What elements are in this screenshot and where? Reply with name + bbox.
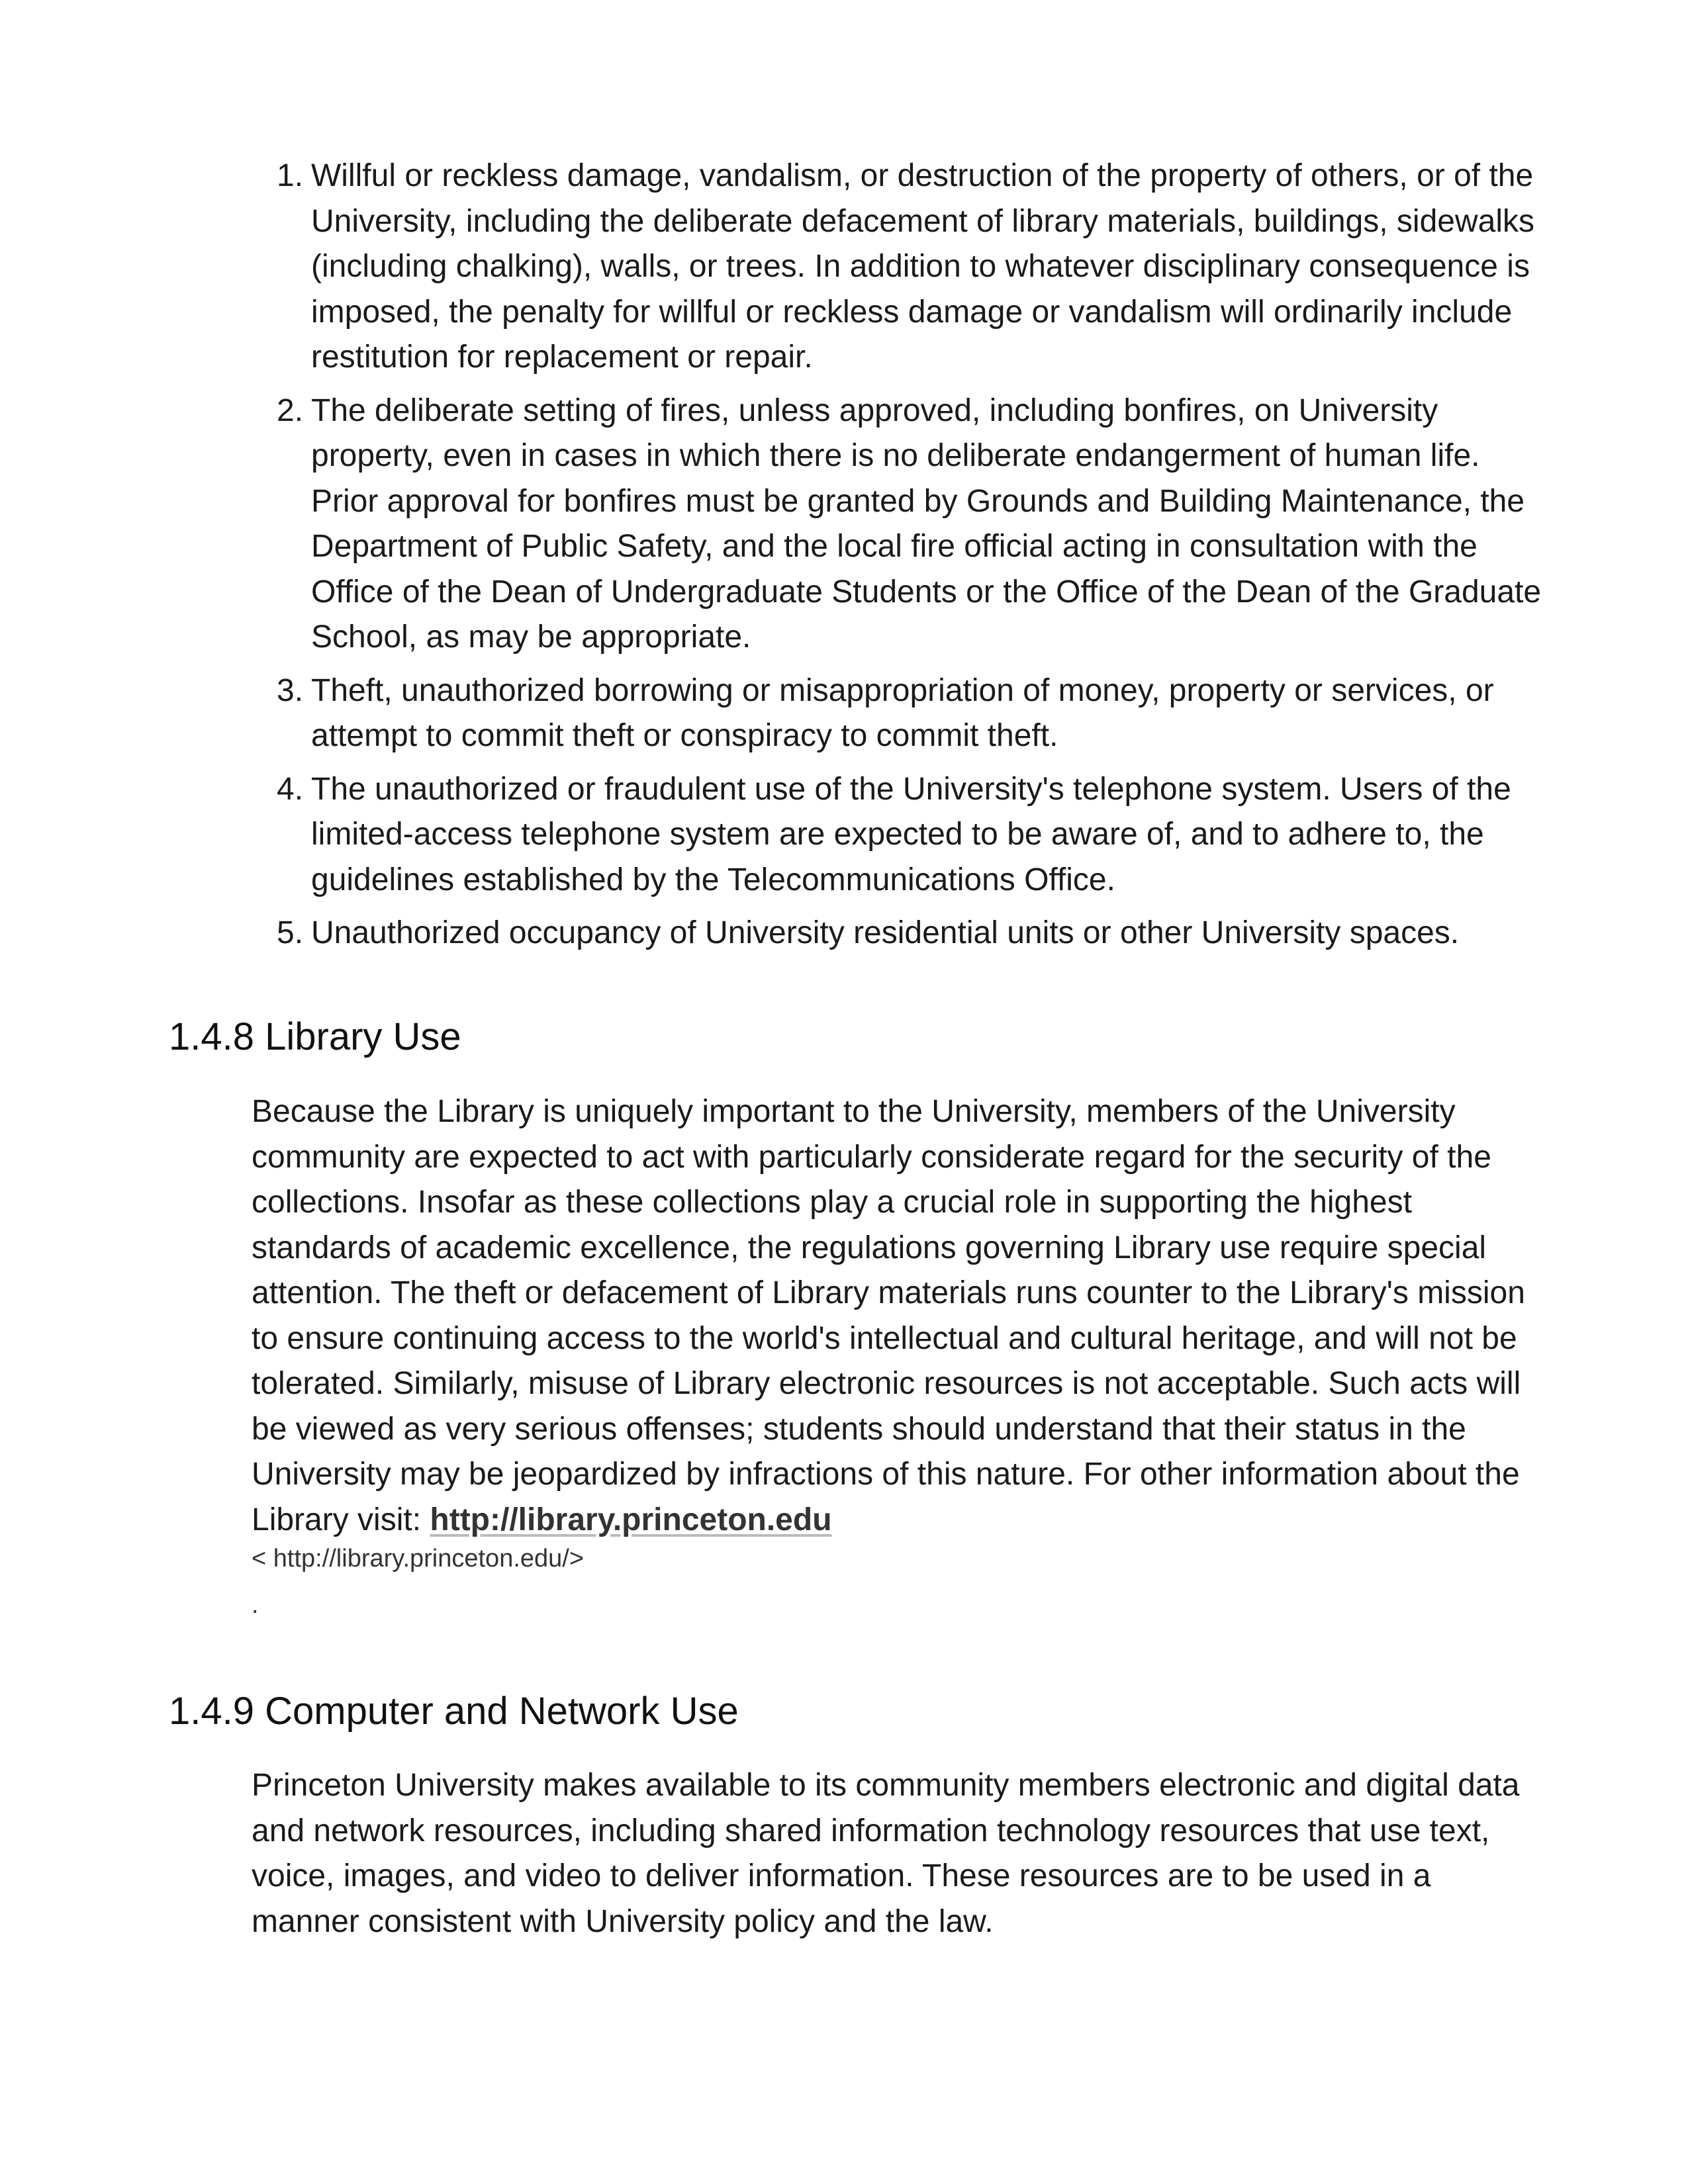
- list-item-number: 5.: [277, 915, 304, 950]
- library-use-body: Because the Library is uniquely important to the University, members of the University community are expected to act with particularly considerate regard for the security of the collections. Insofar as these collections play a crucial role in supporting the highest standards of academic excellence, the regulations governing Library use require special attention. The theft or defacement of Library materials runs counter to the Library's mission to ensure continuing access to the world's intellectual and cultural heritage, and will not be tolerated. Similarly, misuse of Library electronic resources is not acceptable. Such acts will be viewed as very serious offenses; students should understand that their status in the University may be jeopardized by infractions of this nature. For other information about the Library visit:: [252, 1094, 1525, 1537]
- list-item-text: The unauthorized or fraudulent use of the University's telephone system. Users of the limited-access telephone system are expected to be aware of, and to adhere to, the guidelines established by the Telecommunications Office.: [311, 771, 1511, 897]
- violations-list: [277, 154, 1542, 964]
- list-item-text: Willful or reckless damage, vandalism, or destruction of the property of others, or of the University, including the deliberate defacement of library materials, buildings, sidewalks (including chalking), walls, or trees. In addition to whatever disciplinary consequence is imposed, the penalty for willful or reckless damage or vandalism will ordinarily include restitution for replacement or repair.: [311, 158, 1534, 375]
- library-link[interactable]: http://library.princeton.edu: [430, 1502, 832, 1537]
- library-link-url: < http://library.princeton.edu/>: [252, 1545, 585, 1572]
- list-item-text: The deliberate setting of fires, unless approved, including bonfires, on University property, even in cases in which there is no deliberate endangerment of human life. Prior approval for bonfires must be granted by Grounds and Building Maintenance, the Department of Public Safety, and the local fire official acting in consultation with the Office of the Dean of Undergraduate Students or the Office of the Dean of the Graduate School, as may be appropriate.: [311, 392, 1542, 655]
- list-item-number: 4.: [277, 771, 304, 807]
- list-item-number: 1.: [277, 158, 304, 193]
- list-item-number: 3.: [277, 672, 304, 708]
- computer-network-use-heading: 1.4.9 Computer and Network Use: [169, 1690, 739, 1733]
- library-use-paragraph: [252, 1089, 1536, 1543]
- list-item-text: Unauthorized occupancy of University residential units or other University spaces.: [311, 915, 1460, 950]
- list-item: [277, 911, 1542, 956]
- list-item: [277, 154, 1542, 381]
- list-item: [277, 767, 1542, 903]
- trailing-period: .: [252, 1591, 259, 1619]
- list-item: [277, 388, 1542, 660]
- library-use-heading: 1.4.8 Library Use: [169, 1015, 461, 1058]
- list-item-number: 2.: [277, 392, 304, 428]
- list-item-text: Theft, unauthorized borrowing or misappropriation of money, property or services, or attempt to commit theft or conspiracy to commit theft.: [311, 672, 1494, 753]
- computer-network-use-paragraph: Princeton University makes available to its community members electronic and digital data and network resources, including shared information technology resources that use text, voice, images, and video to deliver information. These resources are to be used in a manner consistent with University policy and the law.: [252, 1768, 1520, 1939]
- list-item: [277, 668, 1542, 759]
